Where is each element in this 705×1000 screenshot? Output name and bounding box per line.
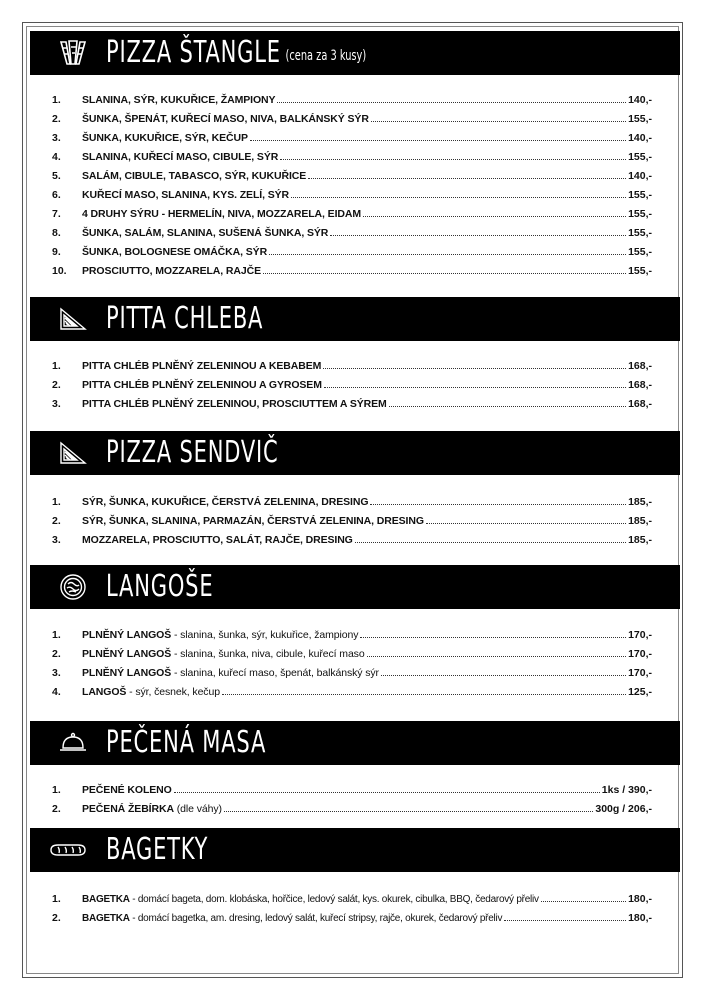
item-description <box>82 890 539 909</box>
item-note: (dle váhy) <box>173 803 222 815</box>
menu-item <box>30 205 680 224</box>
item-description <box>82 909 502 928</box>
item-number: 2. <box>52 113 61 125</box>
section-title-text: PITTA CHLEBA <box>106 301 264 336</box>
section-title <box>106 569 213 605</box>
section-title <box>106 301 263 337</box>
langos-icon <box>58 572 88 602</box>
item-description: SÝR, ŠUNKA, KUKUŘICE, ČERSTVÁ ZELENINA, DRESING <box>82 496 369 508</box>
item-number: 2. <box>52 648 61 660</box>
item-price: 1ks / 390,- <box>601 784 652 796</box>
section-title-text: BAGETKY <box>106 832 209 867</box>
menu-item <box>30 909 680 928</box>
item-price: 185,- <box>628 515 652 527</box>
item-description: PITTA CHLÉB PLNĚNÝ ZELENINOU A GYROSEM <box>82 379 322 391</box>
menu-item <box>30 224 680 243</box>
item-number: 2. <box>52 379 61 391</box>
item-number: 8. <box>52 227 61 239</box>
item-number: 1. <box>52 784 61 796</box>
item-price: 168,- <box>628 360 652 372</box>
item-number: 2. <box>52 912 61 924</box>
menu-item <box>30 395 680 414</box>
item-price: 140,- <box>628 94 652 106</box>
item-name: PEČENÉ KOLENO <box>82 784 172 796</box>
dot-leader <box>308 168 626 179</box>
sandwich-triangle-icon <box>58 438 88 468</box>
menu-item <box>30 800 680 819</box>
pizza-sticks-icon <box>58 38 88 68</box>
item-price: 170,- <box>628 629 652 641</box>
item-description <box>82 800 222 819</box>
sandwich-triangle-icon <box>58 304 88 334</box>
dot-leader <box>370 494 626 505</box>
item-name: LANGOŠ <box>82 686 127 698</box>
item-description: PITTA CHLÉB PLNĚNÝ ZELENINOU A KEBABEM <box>82 360 322 372</box>
menu-item <box>30 357 680 376</box>
dot-leader <box>174 782 600 793</box>
item-price: 155,- <box>628 246 652 258</box>
item-number: 3. <box>52 534 61 546</box>
item-ingredients: - sýr, česnek, kečup <box>126 686 220 698</box>
item-price: 140,- <box>628 170 652 182</box>
section-pitta-chleba <box>30 297 680 414</box>
menu-list <box>30 781 680 819</box>
item-name: BAGETKA <box>82 913 130 924</box>
item-number: 1. <box>52 496 61 508</box>
item-price: 155,- <box>628 265 652 277</box>
dot-leader <box>323 358 626 369</box>
item-number: 3. <box>52 132 61 144</box>
menu-list <box>30 626 680 702</box>
dot-leader <box>277 92 626 103</box>
menu-item <box>30 683 680 702</box>
item-description: ŠUNKA, ŠPENÁT, KUŘECÍ MASO, NIVA, BALKÁNSKÝ SÝR <box>82 113 369 125</box>
dot-leader <box>224 801 594 812</box>
item-price: 168,- <box>628 379 652 391</box>
item-number: 6. <box>52 189 61 201</box>
dot-leader <box>324 377 626 388</box>
section-banner <box>30 297 680 341</box>
menu-item <box>30 781 680 800</box>
item-description: ŠUNKA, BOLOGNESE OMÁČKA, SÝR <box>82 246 268 258</box>
item-number: 1. <box>52 94 61 106</box>
dot-leader <box>222 684 626 695</box>
dot-leader <box>541 891 626 902</box>
item-description <box>82 781 172 800</box>
dot-leader <box>291 187 626 198</box>
item-price: 170,- <box>628 648 652 660</box>
dot-leader <box>269 244 626 255</box>
item-description <box>82 626 358 645</box>
menu-item <box>30 512 680 531</box>
cloche-icon <box>58 728 88 758</box>
item-name: PEČENÁ ŽEBÍRKA <box>82 803 174 815</box>
item-description: SÝR, ŠUNKA, SLANINA, PARMAZÁN, ČERSTVÁ ZELENINA, DRESING <box>82 515 424 527</box>
item-price: 185,- <box>628 496 652 508</box>
dot-leader <box>426 513 626 524</box>
item-number: 4. <box>52 151 61 163</box>
item-ingredients: - slanina, šunka, niva, cibule, kuřecí maso <box>171 648 365 660</box>
dot-leader <box>389 396 626 407</box>
dot-leader <box>504 910 626 921</box>
menu-list <box>30 890 680 928</box>
section-title <box>106 725 266 761</box>
item-name: PLNĚNÝ LANGOŠ <box>82 629 172 641</box>
menu-item <box>30 148 680 167</box>
section-banner <box>30 31 680 75</box>
item-description: 4 DRUHY SÝRU - HERMELÍN, NIVA, MOZZARELA, EIDAM <box>82 208 362 220</box>
item-number: 1. <box>52 629 61 641</box>
item-price: 155,- <box>628 208 652 220</box>
menu-item <box>30 262 680 281</box>
item-price: 155,- <box>628 151 652 163</box>
menu-item <box>30 167 680 186</box>
item-description <box>82 664 379 683</box>
item-name: PLNĚNÝ LANGOŠ <box>82 648 172 660</box>
item-number: 1. <box>52 893 61 905</box>
item-price: 180,- <box>628 912 652 924</box>
item-description: SLANINA, SÝR, KUKUŘICE, ŽAMPIONY <box>82 94 276 106</box>
section-banner <box>30 721 680 765</box>
item-price: 125,- <box>628 686 652 698</box>
item-price: 170,- <box>628 667 652 679</box>
menu-list <box>30 493 680 550</box>
item-number: 4. <box>52 686 61 698</box>
section-pizza-sendvic <box>30 431 680 550</box>
menu-item <box>30 186 680 205</box>
dot-leader <box>367 646 626 657</box>
item-price: 180,- <box>628 893 652 905</box>
menu-item <box>30 645 680 664</box>
menu-item <box>30 626 680 645</box>
section-pecena-masa <box>30 721 680 819</box>
dot-leader <box>355 532 626 543</box>
item-ingredients: - slanina, kuřecí maso, špenát, balkánský sýr <box>171 667 379 679</box>
section-banner <box>30 828 680 872</box>
item-number: 3. <box>52 398 61 410</box>
dot-leader <box>330 225 626 236</box>
baguette-icon <box>48 835 88 865</box>
item-name: PLNĚNÝ LANGOŠ <box>82 667 172 679</box>
item-number: 2. <box>52 515 61 527</box>
item-description: SLANINA, KUŘECÍ MASO, CIBULE, SÝR <box>82 151 279 163</box>
dot-leader <box>250 130 626 141</box>
section-banner <box>30 565 680 609</box>
dot-leader <box>263 263 626 274</box>
item-price: 168,- <box>628 398 652 410</box>
item-number: 1. <box>52 360 61 372</box>
item-description <box>82 683 220 702</box>
item-number: 3. <box>52 667 61 679</box>
item-number: 5. <box>52 170 61 182</box>
item-description: SALÁM, CIBULE, TABASCO, SÝR, KUKUŘICE <box>82 170 307 182</box>
item-number: 9. <box>52 246 61 258</box>
item-ingredients: - domácí bageta, dom. klobáska, hořčice, ledový salát, kys. okurek, cibulka, BBQ, čedarový přeliv <box>129 894 539 905</box>
section-title <box>106 35 366 74</box>
section-title <box>106 435 278 471</box>
dot-leader <box>280 149 626 160</box>
menu-item <box>30 664 680 683</box>
menu-item <box>30 91 680 110</box>
item-description: KUŘECÍ MASO, SLANINA, KYS. ZELÍ, SÝR <box>82 189 290 201</box>
section-title-text: LANGOŠE <box>106 569 214 604</box>
section-title-text: PEČENÁ MASA <box>106 725 267 760</box>
item-price: 155,- <box>628 113 652 125</box>
menu-list <box>30 357 680 414</box>
item-ingredients: - domácí bagetka, am. dresing, ledový salát, kuřecí stripsy, rajče, okurek, čedarový přeliv <box>129 913 503 924</box>
section-title-text: PIZZA SENDVIČ <box>106 435 279 470</box>
menu-item <box>30 531 680 550</box>
item-price: 185,- <box>628 534 652 546</box>
item-description: MOZZARELA, PROSCIUTTO, SALÁT, RAJČE, DRESING <box>82 534 353 546</box>
menu-item <box>30 376 680 395</box>
menu-item <box>30 890 680 909</box>
dot-leader <box>363 206 626 217</box>
item-price: 155,- <box>628 189 652 201</box>
item-number: 7. <box>52 208 61 220</box>
item-ingredients: - slanina, šunka, sýr, kukuřice, žampiony <box>171 629 359 641</box>
dot-leader <box>371 111 626 122</box>
dot-leader <box>381 665 626 676</box>
section-note: (cena za 3 kusy) <box>285 48 367 64</box>
menu-list <box>30 91 680 281</box>
item-description <box>82 645 365 664</box>
menu-item <box>30 243 680 262</box>
menu-item <box>30 493 680 512</box>
item-price: 140,- <box>628 132 652 144</box>
menu-item <box>30 110 680 129</box>
item-number: 2. <box>52 803 61 815</box>
item-name: BAGETKA <box>82 894 130 905</box>
section-bagetky <box>30 828 680 928</box>
item-description: ŠUNKA, KUKUŘICE, SÝR, KEČUP <box>82 132 248 144</box>
item-price: 155,- <box>628 227 652 239</box>
menu-item <box>30 129 680 148</box>
section-banner <box>30 431 680 475</box>
section-title-text: PIZZA ŠTANGLE <box>106 35 281 70</box>
item-price: 300g / 206,- <box>595 803 652 815</box>
section-langose <box>30 565 680 702</box>
item-description: PROSCIUTTO, MOZZARELA, RAJČE <box>82 265 262 277</box>
item-description: PITTA CHLÉB PLNĚNÝ ZELENINOU, PROSCIUTTEM A SÝREM <box>82 398 387 410</box>
section-pizza-stangle <box>30 31 680 281</box>
item-number: 10. <box>52 265 67 277</box>
item-description: ŠUNKA, SALÁM, SLANINA, SUŠENÁ ŠUNKA, SÝR <box>82 227 329 239</box>
dot-leader <box>360 627 626 638</box>
section-title <box>106 832 208 868</box>
